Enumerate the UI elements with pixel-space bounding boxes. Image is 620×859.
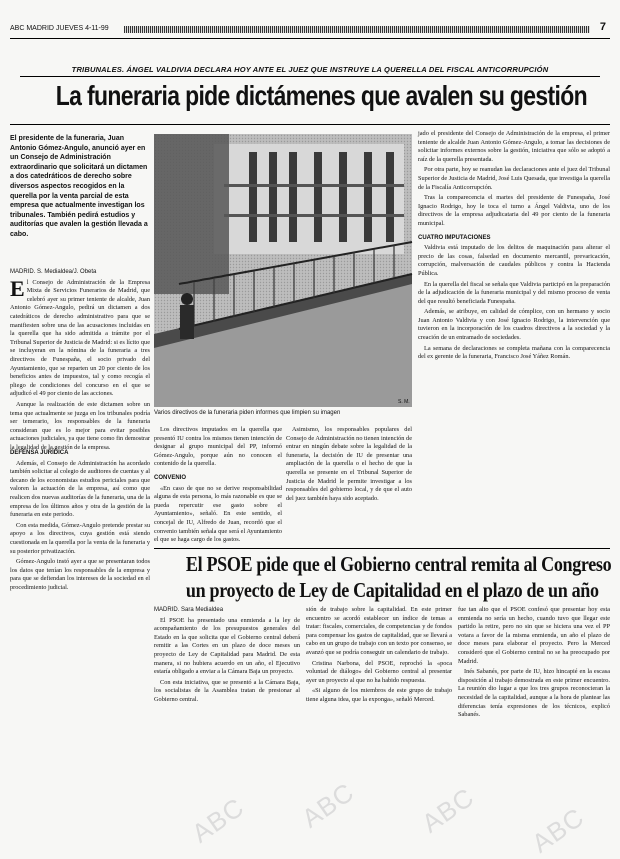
article1-column-5 [418, 130, 610, 536]
article2-byline: MADRID. Sara Medialdea [154, 607, 224, 613]
article2-paragraph: Con esta iniciativa, que se presentó a la Cámara Baja, los socialistas de la Asamblea tratan de presionar al Gobierno central. [154, 678, 300, 703]
kicker-rule [20, 76, 600, 77]
article1-column-3 [154, 426, 282, 544]
article1-paragraph: La semana de declaraciones se completa mañana con la comparecencia del ex gerente de la funeraria, Francisco José Yáñez Román. [418, 344, 610, 361]
header-rule [10, 38, 610, 39]
article2-headline-line1: El PSOE pide que el Gobierno central remita al Congreso [185, 552, 612, 576]
watermark: ABC [296, 776, 360, 834]
subhead-convenio: CONVENIO [154, 474, 187, 481]
article1-paragraph: Además, el Consejo de Administración ha acordado también solicitar al colegio de auditores de cuentas y al decano de los economistas estudios periciales para que valoren la actuación de la empresa, así como que realicen dos nuevas auditorías de la funeraria, una de la empresa de los últimos años y otra de la gestión de la funeraria en este periodo. [10, 459, 150, 519]
article1-paragraph: Además, se atribuye, en calidad de cómplice, con un hermano y socio Juan Antonio Valdivia y con José Ignacio Rodrigo, la intervención que tuvieron en la incorporación de los cuadros directivos a la sociedad y la creación de un entramado de sociedades. [418, 308, 610, 342]
article2-paragraph: Cristina Narbona, del PSOE, reprochó la «poca voluntad de diálogo» del Gobierno central al presentar ayer un proyecto al que no ha habido respuesta. [306, 659, 452, 684]
subhead-imputaciones: CUATRO IMPUTACIONES [418, 234, 491, 241]
article1-paragraph: Asimismo, los responsables populares del Consejo de Administración no tienen intención de entrar en ningún debate sobre la legalidad de la funeraria, la decisión de IU de presentar una ampliación de la querella o el hecho de que la querella se presente en el Tribunal Superior de Justicia de Madrid le permite investigar a los responsables del gobierno local, y de que el auto del juez también haya sido aceptado. [286, 426, 412, 502]
page-number: 7 [599, 21, 606, 33]
article-lead: El presidente de la funeraria, Juan Antonio Gómez-Angulo, anunció ayer en un Consejo de Administración extraordinario que solicitará un dictamen a dos catedráticos de derecho sobre diversos aspectos recogidos en la querella por la venta parcial de esta empresa que actualmente investigan los tribunales. También pedirá estudios y auditorías que avalen la gestión llevada a cabo. [10, 135, 148, 238]
photo-credit: S. M. [398, 399, 410, 405]
watermark: ABC [416, 781, 480, 839]
publication-date-line: ABC MADRID JUEVES 4-11-99 [10, 25, 109, 32]
article1-paragraph: «En caso de que no se derive responsabilidad alguna de esta persona, lo más razonable es que se pueda repercutir ese gasto sobre el Ayuntamiento», señaló. En este sentido, el concejal de IU, Alfredo de Juan, recordó que el convenio también señala que será el Ayuntamiento el que se haga cargo de los gastos. [154, 484, 282, 544]
main-headline: La funeraria pide dictámenes que avalen su gestión [55, 80, 587, 111]
article1-paragraph: Por otra parte, hoy se reanudan las declaraciones ante el juez del Tribunal Superior de Justicia de Madrid, José Luis Quesada, que investiga la querella de la Fiscalía Anticorrupción. [418, 166, 610, 191]
watermark: ABC [526, 801, 590, 859]
article1-column-4 [286, 426, 412, 544]
article2-paragraph: «Si alguno de los miembros de este grupo de trabajo tiene alguna idea, que la exponga», señaló Merced. [306, 687, 452, 703]
article2-top-rule [154, 548, 610, 549]
article2-paragraph: fue tan alto que el PSOE confesó que presentar hoy esta enmienda no sería un hecho, cuando tuvo que llegar este partido la retire, pero no sin que se hiciera una vez el PP votara a favor de la misma enmienda, un año el plazo de doce meses para elaborar el proyecto. Pero la Merced consideró que el Gobierno central no se ha preocupado por Madrid. [458, 606, 610, 665]
article2-column-3 [458, 606, 610, 846]
header-pattern-bar [124, 26, 590, 33]
article1-paragraph: Valdivia está imputado de los delitos de maquinación para alterar el precio de las cosas, falsedad en documento mercantil, prevaricación, corrupción, malversación de caudales públicos y contra la Hacienda Pública. [418, 244, 610, 277]
article1-paragraph: Los directivos imputados en la querella que presentó IU contra los mismos tienen intención de designar al grupo municipal del PP, informó Gómez-Angulo, porque aún no conocen el contenido de la querella. [154, 426, 282, 468]
watermark: ABC [186, 791, 250, 849]
page-header [10, 20, 610, 38]
photo-caption: Varios directivos de la funeraria piden informes que limpien su imagen [154, 410, 341, 416]
section-kicker: TRIBUNALES. ÁNGEL VALDIVIA DECLARA HOY ANTE EL JUEZ QUE INSTRUYE LA QUERELLA DEL FISCAL ANTICORRUPCIÓN [71, 65, 549, 74]
article1-paragraph: Tras la comparecencia el martes del presidente de Funespaña, José Ignacio Rodrigo, hoy le toca el turno a Ángel Valdivia, uno de los directivos de la empresa adjudicataria del 49 por ciento de la funeraria municipal. [418, 194, 610, 227]
article1-paragraph: Aunque la realización de este dictamen sobre un tema que actualmente se juzga en los tribunales podría ser temerario, los responsables de la funeraria consideran que es lo mejor para evitar posibles actuaciones judiciales, ya que tiene como fin demostrar la legalidad de la gestión de la empresa. [10, 400, 150, 451]
subhead-defensa: DEFENSA JURÍDICA [10, 450, 69, 456]
headline-rule [10, 124, 610, 125]
article1-paragraph: En la querella del fiscal se señala que Valdivia participó en la preparación de la adjudicación de la funeraria municipal y del mismo proceso de venta del que resultó beneficiada Funespaña. [418, 280, 610, 305]
article2-paragraph: Inés Sabanés, por parte de IU, hizo hincapié en la escasa disposición al trabajo demostrada en este primer encuentro. La reunión dio lugar a que los tres grupos reconocieran la necesidad de la capitalidad, aunque a la hora de plantear las diferencias tenía expresiones de los técnicos, explicó Sabanés. [458, 668, 610, 719]
article1-byline: MADRID. S. Medialdea/J. Obeta [10, 269, 97, 275]
article-photo [154, 134, 412, 407]
article1-paragraph: El Consejo de Administración de la Empresa Mixta de Servicios Funerarios de Madrid, que celebró ayer su primer teniente de alcalde, Juan Antonio Gómez-Angulo, pedirá un dictamen a dos catedráticos de derecho administrativo para que se manifiesten sobre una de las acusaciones incluidas en la querella que ha sido admitida a trámite por el Tribunal Superior de Justicia de Madrid: si es lícito que se incluyeran en la nómina de la funeraria a tres directivos de Funespaña, el socio privado del Ayuntamiento, que se reparten un 20 por ciento de los beneficios antes de impuestos, tal y como recogía el pliego de condiciones del concurso en el que se adjudicó el 49 por ciento de las acciones. [10, 275, 150, 398]
photo-illustration [154, 134, 412, 407]
article1-paragraph: jado el presidente del Consejo de Administración de la empresa, el primer teniente de alcalde Juan Antonio Gómez-Angulo, a tomar las decisiones de solicitar informes externos sobre la gestión, iniciativa que sólo se adoptó a raíz de la querella presentada. [418, 130, 610, 163]
article2-headline-line2: un proyecto de Ley de Capitalidad en el plazo de un año [185, 578, 599, 602]
article1-column-1 [10, 268, 150, 451]
article1-paragraph: Gómez-Angulo instó ayer a que se presentaran todos los datos que tenían los responsables de la empresa y para que se defiendan los intereses de la sociedad en el procedimiento judicial. [10, 558, 150, 591]
article2-paragraph: sión de trabajo sobre la capitalidad. En este primer encuentro se acordó establecer un índice de temas a tratar: fiscales, comerciales, de competencias y de fondos para compensar los gastos de capitalidad, que se llevará a cabo en un grupo de trabajo con un texto por consenso, se avanzó que se podría conseguir un calendario de trabajo. [306, 606, 452, 656]
article1-paragraph: Con esta medida, Gómez-Angulo pretende prestar su apoyo a los directivos, cuya gestión está siendo cuestionada en la querella por la venta de la funeraria y su posterior privatización. [10, 521, 150, 555]
article1-column-1b [10, 444, 150, 630]
article2-paragraph: El PSOE ha presentado una enmienda a la ley de acompañamiento de los presupuestos generales del Estado en la que solicita que el Gobierno central deberá remitir a las Cortes en un plazo de doce meses un proyecto de Ley de Capitalidad para Madrid. De esta manera, si no hubiera acuerdo en un año, el Ejecutivo estaría obligado a enviar a la Cámara Baja un proyecto. [154, 616, 300, 676]
drop-cap: E [10, 275, 25, 301]
